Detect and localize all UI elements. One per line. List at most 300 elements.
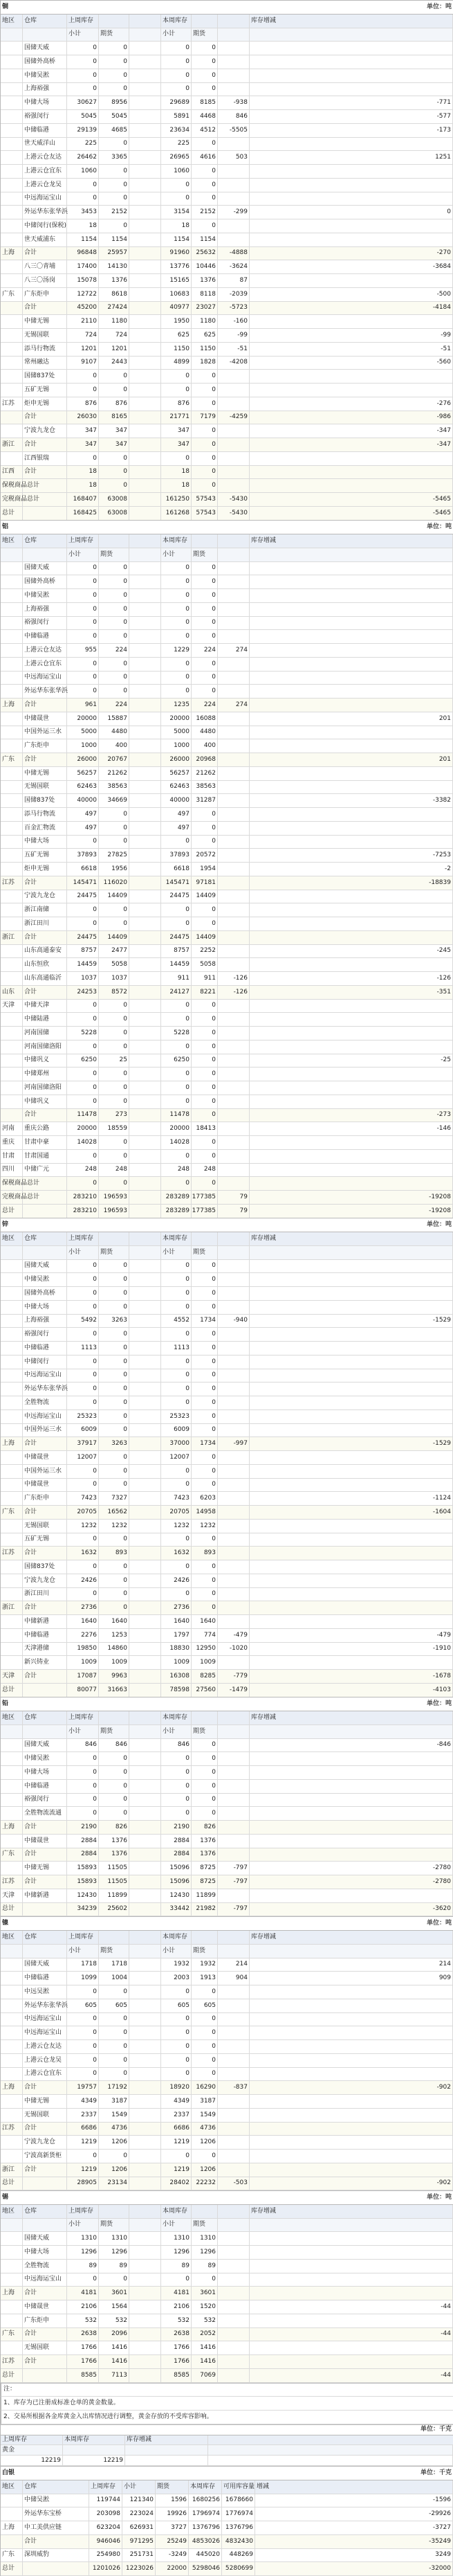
table-cell — [129, 1437, 161, 1450]
table-cell: 0 — [67, 1588, 99, 1601]
table-cell: 0 — [192, 138, 218, 151]
table-cell: 0 — [161, 589, 192, 602]
table-cell — [129, 2341, 161, 2354]
table-cell — [250, 548, 453, 561]
table-cell: 1113 — [67, 1342, 99, 1355]
table-row — [1, 1287, 453, 1301]
table-cell: 上海 — [1, 1437, 23, 1450]
table-cell — [129, 1342, 161, 1355]
table-row — [1, 1424, 453, 1438]
table-cell: 1004 — [99, 1972, 129, 1985]
table-cell: -940 — [218, 1315, 250, 1328]
table-cell — [129, 836, 161, 849]
table-cell: 18 — [67, 466, 99, 479]
table-cell — [129, 1821, 161, 1834]
table-cell: 1219 — [161, 2163, 192, 2177]
table-cell — [129, 534, 161, 548]
table-row — [1, 1533, 453, 1547]
table-cell: 中储无锡 — [23, 2095, 67, 2108]
table-cell: -4103 — [250, 1684, 453, 1697]
table-row — [1, 1862, 453, 1875]
table-cell — [129, 411, 161, 424]
table-row — [1, 1081, 453, 1095]
table-cell: 0 — [99, 917, 129, 930]
table-cell: 846 — [67, 1739, 99, 1752]
table-cell — [129, 2246, 161, 2259]
table-cell: 上海裕强 — [23, 603, 67, 616]
table-cell — [1, 1287, 23, 1300]
table-cell: -270 — [250, 247, 453, 260]
table-cell — [218, 1273, 250, 1286]
table-cell — [192, 1232, 218, 1245]
table-cell: 2190 — [67, 1821, 99, 1834]
table-cell: 0 — [192, 617, 218, 630]
table-cell: 1310 — [99, 2232, 129, 2245]
table-cell: 0 — [192, 384, 218, 397]
table-cell — [1, 424, 23, 438]
table-cell — [218, 2355, 250, 2368]
table-cell: 1235 — [161, 699, 192, 712]
table-cell: 江苏 — [1, 2123, 23, 2136]
table-cell — [1, 55, 23, 69]
table-cell: 国储天威 — [23, 2232, 67, 2245]
table-cell: 0 — [192, 1424, 218, 1437]
table-cell: 2337 — [67, 2109, 99, 2122]
table-cell: 0 — [99, 1355, 129, 1369]
table-cell: 19926 — [156, 2507, 189, 2521]
table-row — [1, 767, 453, 781]
table-cell: 黄金 — [1, 2445, 63, 2455]
table-cell: 四川 — [1, 1164, 23, 1177]
table-cell — [129, 302, 161, 315]
table-cell: 外运华东张华浜 — [23, 1382, 67, 1396]
table-row — [1, 2232, 453, 2246]
table-cell: 0 — [67, 1560, 99, 1574]
table-cell: 1009 — [99, 1656, 129, 1669]
table-cell: 6686 — [67, 2123, 99, 2136]
table-cell: 63008 — [99, 507, 129, 520]
table-cell: 小计 — [67, 1246, 99, 1259]
table-cell: 625 — [192, 329, 218, 342]
table-cell: 0 — [192, 685, 218, 698]
table-cell: 0 — [99, 1794, 129, 1807]
table-cell: 0 — [99, 1136, 129, 1149]
table-cell: 18 — [161, 219, 192, 233]
table-cell — [129, 1451, 161, 1464]
table-cell: 0 — [192, 822, 218, 835]
table-cell: 0 — [192, 2068, 218, 2081]
table-cell — [23, 493, 67, 506]
table-row — [1, 2507, 453, 2521]
table-cell: -5430 — [218, 493, 250, 506]
table-row — [1, 617, 453, 631]
table-cell: 1296 — [99, 2246, 129, 2259]
table-cell: 0 — [161, 2150, 192, 2163]
table-cell: 4899 — [161, 357, 192, 370]
table-cell: 0 — [192, 1041, 218, 1054]
table-cell: 45200 — [67, 302, 99, 315]
table-cell: 中储大场 — [23, 1301, 67, 1314]
table-cell — [1, 2494, 23, 2507]
table-cell: 炬申无锡 — [23, 397, 67, 411]
table-cell: 4480 — [192, 726, 218, 739]
table-cell: 0 — [67, 1013, 99, 1026]
table-cell: 911 — [161, 972, 192, 985]
table-cell — [218, 1355, 250, 1369]
table-cell — [250, 2054, 453, 2067]
table-cell: 89 — [99, 2260, 129, 2273]
table-cell — [1, 1807, 23, 1820]
table-cell: 4552 — [161, 1315, 192, 1328]
table-cell: 1219 — [161, 2136, 192, 2149]
table-cell: 1954 — [192, 863, 218, 876]
table-cell: 0 — [99, 603, 129, 616]
table-cell: 国储天威 — [23, 562, 67, 575]
table-cell: 0 — [99, 575, 129, 588]
table-cell: 小计 — [67, 1725, 99, 1738]
table-cell: 18920 — [161, 2081, 192, 2094]
table-cell: 0 — [99, 1095, 129, 1108]
table-cell: 12430 — [67, 1889, 99, 1902]
table-cell: 库存增减 — [125, 2435, 208, 2445]
table-cell — [129, 2040, 161, 2053]
table-row — [1, 2205, 453, 2219]
table-cell: 5298046 — [189, 2562, 222, 2575]
table-row — [1, 1875, 453, 1889]
table-row — [1, 138, 453, 152]
table-cell: 0 — [67, 1807, 99, 1820]
table-cell: 8585 — [67, 2369, 99, 2382]
table-cell: 0 — [192, 1479, 218, 1492]
table-cell — [192, 534, 218, 548]
table-cell — [218, 384, 250, 397]
table-cell: 0 — [192, 1136, 218, 1149]
table-cell — [250, 2355, 453, 2368]
table-cell: 0 — [161, 1328, 192, 1341]
table-cell — [129, 2026, 161, 2039]
table-row — [1, 1246, 453, 1260]
table-cell: 中储无锡 — [23, 1862, 67, 1875]
table-row — [1, 233, 453, 247]
table-cell — [1, 548, 23, 561]
table-cell — [129, 1643, 161, 1656]
table-cell: -1604 — [250, 1506, 453, 1519]
table-cell: 0 — [161, 1807, 192, 1820]
table-cell: 地区 — [1, 2480, 23, 2494]
table-cell: 0 — [99, 1780, 129, 1793]
metal-name: 锡 — [2, 2193, 9, 2201]
table-cell — [129, 617, 161, 630]
table-cell: 0 — [99, 2273, 129, 2287]
table-cell: 0 — [192, 1355, 218, 1369]
table-cell: 0 — [192, 630, 218, 643]
table-cell: 0 — [192, 479, 218, 492]
table-cell — [129, 876, 161, 890]
table-cell: 14409 — [192, 890, 218, 903]
table-cell: 0 — [67, 603, 99, 616]
table-cell: 0 — [67, 2068, 99, 2081]
table-cell: 400 — [99, 739, 129, 753]
table-cell — [129, 672, 161, 685]
table-cell: 0 — [99, 617, 129, 630]
table-cell — [129, 2300, 161, 2314]
table-cell: 1009 — [161, 1656, 192, 1669]
table-cell: 56257 — [161, 767, 192, 780]
table-cell: 8956 — [99, 96, 129, 109]
table-cell: 合计 — [23, 1437, 67, 1450]
table-cell: 0 — [161, 179, 192, 192]
table-cell: 248 — [67, 1164, 99, 1177]
table-cell: 中储大场 — [23, 1766, 67, 1779]
table-cell: 3365 — [99, 151, 129, 164]
note-line: 2、交易所根据各金库黄金入出库情况进行调整，黄金存放的不受库容影响。 — [1, 2411, 453, 2424]
table-cell: 0 — [67, 1766, 99, 1779]
table-cell: 新兴铸业 — [23, 1656, 67, 1669]
table-cell: 0 — [161, 1150, 192, 1163]
table-cell — [129, 233, 161, 246]
table-cell — [63, 2445, 125, 2455]
table-cell — [1, 1260, 23, 1273]
table-cell — [218, 1588, 250, 1601]
table-cell — [1, 658, 23, 671]
table-cell: 18 — [161, 479, 192, 492]
table-cell: 0 — [67, 917, 99, 930]
table-row — [1, 630, 453, 644]
table-cell — [250, 2219, 453, 2232]
table-cell — [250, 2232, 453, 2245]
table-cell — [218, 1656, 250, 1669]
table-row — [1, 424, 453, 438]
table-cell: 本周库存 — [161, 1711, 192, 1724]
table-cell: 22232 — [192, 2177, 218, 2190]
table-cell: 0 — [192, 1410, 218, 1423]
table-cell: 0 — [161, 672, 192, 685]
table-cell — [129, 1547, 161, 1560]
section-3 — [0, 1697, 453, 1916]
table-cell — [1, 1479, 23, 1492]
table-cell: 0 — [192, 562, 218, 575]
table-cell: 合计 — [23, 876, 67, 890]
table-cell — [218, 685, 250, 698]
table-cell — [1, 2026, 23, 2039]
table-cell: 2003 — [161, 1972, 192, 1985]
table-cell: 完税商品总计 — [1, 1191, 23, 1204]
table-cell: 0 — [192, 1601, 218, 1614]
table-cell: 30627 — [67, 96, 99, 109]
table-cell: 炬申无锡 — [23, 863, 67, 876]
table-cell: 893 — [99, 1547, 129, 1560]
table-cell: 中储晟世 — [23, 1835, 67, 1848]
table-cell: 0 — [192, 808, 218, 821]
table-cell — [129, 2219, 161, 2232]
table-cell: 广东炬申 — [23, 1492, 67, 1505]
table-cell — [1, 1095, 23, 1108]
table-cell: 总计 — [1, 2177, 23, 2190]
table-cell — [129, 192, 161, 206]
table-cell — [218, 1164, 250, 1177]
table-cell: 本周库存 — [161, 2205, 192, 2218]
table-cell: 上海 — [1, 2081, 23, 2094]
table-cell: 846 — [161, 1739, 192, 1752]
table-cell: 14130 — [99, 260, 129, 273]
table-cell: 1154 — [192, 233, 218, 246]
table-cell — [218, 712, 250, 726]
table-cell: 山东 — [1, 986, 23, 999]
table-cell — [250, 767, 453, 780]
table-cell: 0 — [192, 1369, 218, 1382]
table-cell — [250, 589, 453, 602]
table-cell: 273 — [99, 1109, 129, 1122]
table-cell — [129, 603, 161, 616]
table-cell: 1150 — [161, 343, 192, 356]
table-cell: 3263 — [99, 1437, 129, 1450]
table-cell: 0 — [192, 438, 218, 451]
table-cell — [129, 1506, 161, 1519]
table-cell — [129, 1492, 161, 1505]
table-cell — [129, 917, 161, 930]
table-cell — [129, 712, 161, 726]
table-cell: 347 — [161, 424, 192, 438]
table-row — [1, 1164, 453, 1178]
table-row — [1, 302, 453, 316]
table-cell: 上海 — [1, 2287, 23, 2300]
table-cell: 2426 — [67, 1574, 99, 1587]
table-row — [1, 260, 453, 274]
table-cell: 期货 — [99, 2219, 129, 2232]
table-cell: 0 — [99, 42, 129, 55]
table-cell: 期货 — [99, 1246, 129, 1259]
table-cell: 0 — [67, 370, 99, 383]
table-cell: 合计 — [23, 753, 67, 766]
table-row — [1, 534, 453, 548]
table-cell — [99, 1931, 129, 1944]
table-cell — [250, 83, 453, 96]
table-cell: 仓库 — [23, 1711, 67, 1724]
table-cell: 国储外高桥 — [23, 55, 67, 69]
table-cell: 1632 — [161, 1547, 192, 1560]
table-cell: 25323 — [67, 1410, 99, 1423]
table-cell: 百金汇物流 — [23, 822, 67, 835]
table-cell — [218, 1410, 250, 1423]
table-cell — [1, 260, 23, 273]
table-cell: 0 — [99, 1424, 129, 1437]
table-cell — [192, 15, 218, 28]
table-cell — [1, 2507, 23, 2521]
table-cell: 80077 — [67, 1684, 99, 1697]
table-cell: 532 — [161, 2314, 192, 2327]
table-cell — [23, 2177, 67, 2190]
table-cell — [129, 2287, 161, 2300]
table-cell: 中储大场 — [23, 2246, 67, 2259]
table-cell: 浙江 — [1, 438, 23, 451]
table-cell: 605 — [192, 1999, 218, 2012]
table-cell: 0 — [99, 1081, 129, 1095]
section-1 — [0, 520, 453, 1218]
table-cell: 1640 — [99, 1615, 129, 1628]
table-row — [1, 1465, 453, 1479]
table-cell — [218, 1821, 250, 1834]
table-row — [1, 1547, 453, 1560]
table-cell — [250, 1588, 453, 1601]
table-cell: 2106 — [161, 2300, 192, 2314]
table-cell: 库存增减 — [250, 2205, 453, 2218]
table-cell — [192, 1931, 218, 1944]
table-cell — [218, 917, 250, 930]
table-cell — [1, 1780, 23, 1793]
table-cell — [129, 753, 161, 766]
table-row — [1, 1821, 453, 1835]
table-cell — [1, 302, 23, 315]
table-cell: -273 — [250, 1109, 453, 1122]
table-cell — [218, 1615, 250, 1628]
table-cell — [1, 1615, 23, 1628]
table-cell — [218, 69, 250, 82]
table-cell: 37917 — [67, 1437, 99, 1450]
section-5 — [0, 2190, 453, 2382]
table-cell: 25632 — [192, 247, 218, 260]
table-cell — [218, 2095, 250, 2108]
table-cell: 347 — [161, 438, 192, 451]
table-cell: 浙江南储 — [23, 903, 67, 917]
table-row — [1, 1410, 453, 1424]
table-row — [1, 1725, 453, 1739]
table-cell: 12007 — [67, 1451, 99, 1464]
table-cell — [1, 179, 23, 192]
table-cell — [23, 2219, 67, 2232]
table-cell — [1, 712, 23, 726]
table-cell: 1596 — [156, 2494, 189, 2507]
table-cell: 0 — [67, 2054, 99, 2067]
table-cell — [129, 808, 161, 821]
table-cell: 909 — [250, 1972, 453, 1985]
table-row — [1, 1711, 453, 1725]
table-cell: 29139 — [67, 124, 99, 137]
table-cell: -577 — [250, 110, 453, 123]
table-cell: 0 — [192, 424, 218, 438]
table-cell: 1180 — [192, 315, 218, 328]
table-row — [1, 2287, 453, 2300]
table-cell: 0 — [161, 2273, 192, 2287]
table-row — [1, 1889, 453, 1903]
table-cell: 0 — [99, 1396, 129, 1409]
table-cell: 1766 — [67, 2355, 99, 2368]
table-cell: 196593 — [99, 1205, 129, 1218]
table-cell: 18 — [67, 219, 99, 233]
table-cell: 0 — [67, 1177, 99, 1190]
table-cell: 江苏 — [1, 1875, 23, 1889]
table-cell: 0 — [99, 55, 129, 69]
table-cell — [1, 685, 23, 698]
table-cell: 33442 — [161, 1903, 192, 1916]
table-cell: 0 — [161, 685, 192, 698]
table-cell: 1718 — [99, 1958, 129, 1972]
table-cell — [218, 1000, 250, 1013]
table-cell: 0 — [99, 219, 129, 233]
table-cell: 0 — [99, 1013, 129, 1026]
table-cell: 0 — [67, 1000, 99, 1013]
table-cell: 89 — [161, 2260, 192, 2273]
table-cell — [250, 2273, 453, 2287]
table-row — [1, 1027, 453, 1041]
table-cell: 合计 — [23, 438, 67, 451]
table-cell — [218, 781, 250, 794]
table-cell: 0 — [99, 685, 129, 698]
table-cell: 合计 — [23, 931, 67, 944]
table-cell: 合计 — [23, 1875, 67, 1889]
table-cell — [129, 138, 161, 151]
table-row — [1, 1150, 453, 1164]
notes-section — [0, 2383, 453, 2424]
